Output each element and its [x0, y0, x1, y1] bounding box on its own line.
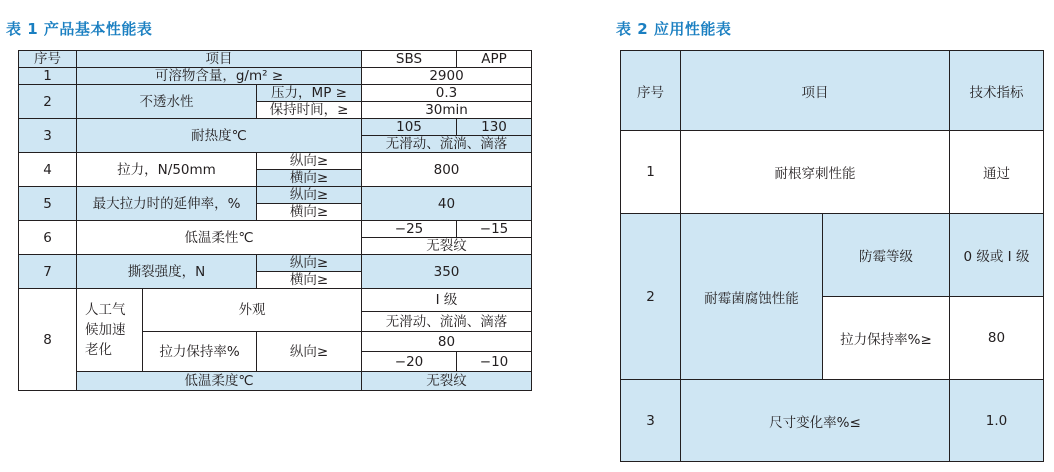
header-no: 序号	[19, 51, 77, 68]
row-value: 0.3	[362, 85, 532, 102]
row-no: 1	[19, 68, 77, 85]
row-sub: 纵向≥	[257, 187, 362, 204]
row-desc: 无滑动、流淌、滴落	[362, 136, 532, 153]
row-no: 6	[19, 221, 77, 255]
row-tensile-dir: 纵向≥	[257, 332, 362, 372]
row-sub: 横向≥	[257, 272, 362, 289]
row-item: 耐霉菌腐蚀性能	[681, 214, 823, 380]
table-row	[621, 214, 1044, 297]
table-row	[19, 68, 532, 85]
row-tensile-value: 80	[362, 332, 532, 352]
row-sub: 横向≥	[257, 170, 362, 187]
row-no: 3	[19, 119, 77, 153]
row-desc: 无滑动、流淌、滴落	[362, 312, 532, 332]
application-performance-table	[620, 50, 1044, 462]
table-row	[19, 119, 532, 136]
row-no: 2	[621, 214, 681, 380]
row-spec: 0 级或 I 级	[950, 214, 1044, 297]
row-lowtemp-sbs: −20	[362, 352, 457, 372]
row-no: 5	[19, 187, 77, 221]
row-no: 1	[621, 131, 681, 214]
row-sub: 纵向≥	[257, 255, 362, 272]
header-sbs: SBS	[362, 51, 457, 68]
row-lowtemp: 低温柔度℃	[77, 372, 362, 391]
row-lowtemp-app: −10	[457, 352, 532, 372]
table-row	[19, 255, 532, 272]
row-sub: 防霉等级	[823, 214, 950, 297]
row-group: 人工气候加速老化	[77, 289, 143, 372]
table-row	[19, 153, 532, 170]
header-item: 项目	[681, 51, 950, 131]
product-basic-performance-table	[18, 50, 532, 391]
row-no: 3	[621, 380, 681, 462]
row-item: 耐根穿刺性能	[681, 131, 950, 214]
row-lowtemp-desc: 无裂纹	[362, 372, 532, 391]
row-sub: 压力，MP ≥	[257, 85, 362, 102]
row-spec: 80	[950, 297, 1044, 380]
row-item: 撕裂强度，N	[77, 255, 257, 289]
row-item: 最大拉力时的延伸率，%	[77, 187, 257, 221]
row-sub: 拉力保持率%≥	[823, 297, 950, 380]
table2-title: 表 2 应用性能表	[616, 20, 732, 38]
row-app: −15	[457, 221, 532, 238]
row-desc: 无裂纹	[362, 238, 532, 255]
header-app: APP	[457, 51, 532, 68]
table-row	[19, 221, 532, 238]
table-row	[19, 187, 532, 204]
row-no: 7	[19, 255, 77, 289]
row-spec: 通过	[950, 131, 1044, 214]
row-item: 不透水性	[77, 85, 257, 119]
row-item: 耐热度℃	[77, 119, 362, 153]
row-app: 130	[457, 119, 532, 136]
row-sub: 横向≥	[257, 204, 362, 221]
table-row	[19, 289, 532, 312]
table-row	[621, 131, 1044, 214]
row-no: 2	[19, 85, 77, 119]
table-row	[19, 372, 532, 391]
row-spec: 1.0	[950, 380, 1044, 462]
row-no: 4	[19, 153, 77, 187]
row-value: 30min	[362, 102, 532, 119]
row-appearance: 外观	[143, 289, 362, 332]
row-no: 8	[19, 289, 77, 391]
row-value: 800	[362, 153, 532, 187]
header-no: 序号	[621, 51, 681, 131]
row-tensile: 拉力保持率%	[143, 332, 257, 372]
row-sbs: −25	[362, 221, 457, 238]
row-sbs: 105	[362, 119, 457, 136]
table2-header-row	[621, 51, 1044, 131]
row-value: 350	[362, 255, 532, 289]
row-item: 可溶物含量，g/m² ≥	[77, 68, 362, 85]
table-row	[621, 380, 1044, 462]
row-item: 低温柔性℃	[77, 221, 362, 255]
table1-title: 表 1 产品基本性能表	[6, 20, 153, 38]
row-value: 2900	[362, 68, 532, 85]
table1-header-row	[19, 51, 532, 68]
row-sub: 保持时间，≥	[257, 102, 362, 119]
header-spec: 技术指标	[950, 51, 1044, 131]
row-item: 拉力，N/50mm	[77, 153, 257, 187]
row-sub: 纵向≥	[257, 153, 362, 170]
row-grade: I 级	[362, 289, 532, 312]
header-item: 项目	[77, 51, 362, 68]
row-item: 尺寸变化率%≤	[681, 380, 950, 462]
table-row	[19, 85, 532, 102]
row-value: 40	[362, 187, 532, 221]
